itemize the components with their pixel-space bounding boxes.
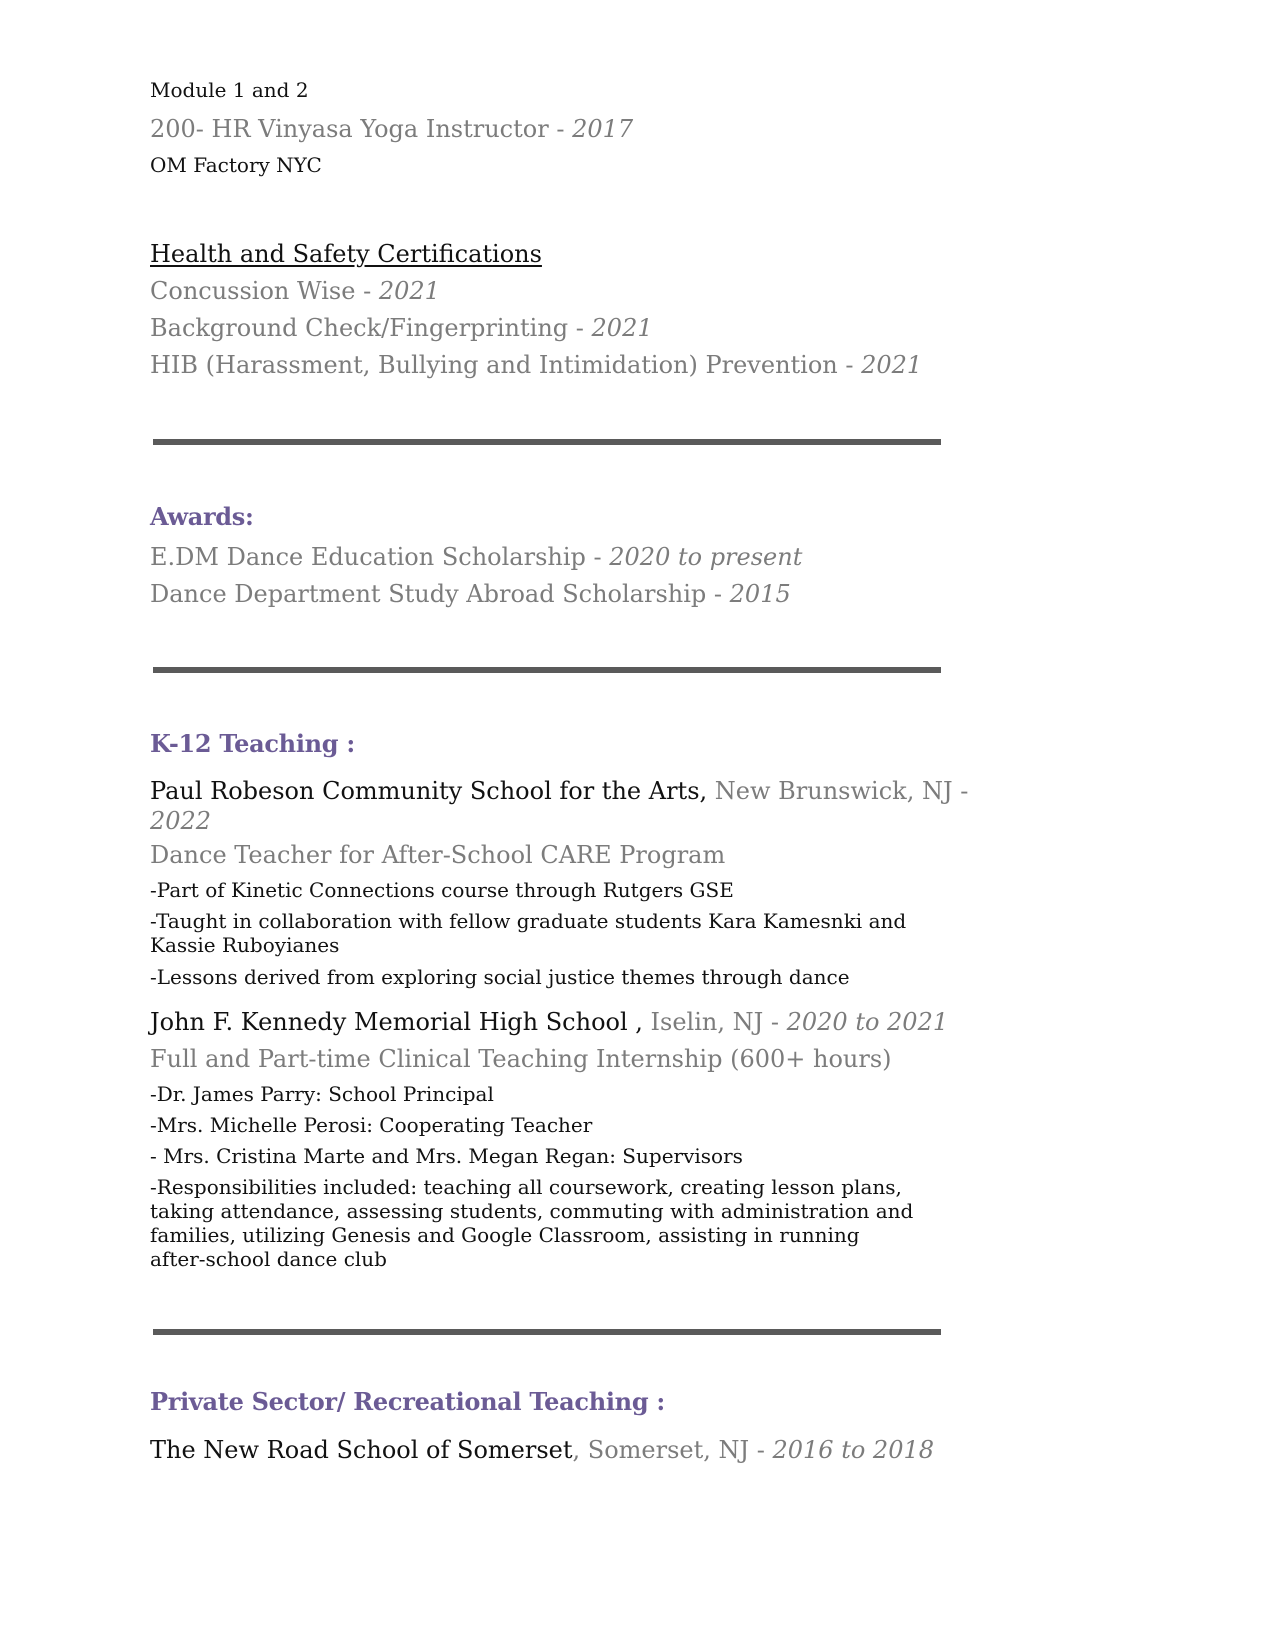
- cert-item: Background Check/Fingerprinting - 2021: [150, 314, 653, 342]
- job-bullet: -Part of Kinetic Connections course through Rutgers GSE: [150, 878, 734, 902]
- job-year: 2022: [150, 807, 212, 835]
- job-location: Iselin, NJ: [650, 1008, 764, 1036]
- private-sector-heading: Private Sector/ Recreational Teaching :: [150, 1387, 665, 1416]
- job-bullet: -Taught in collaboration with fellow graduate students Kara Kamesnki and Kassie Ruboyianes: [150, 909, 907, 957]
- job-role: Dance Teacher for After-School CARE Program: [150, 841, 726, 869]
- job-role: Full and Part-time Clinical Teaching Internship (600+ hours): [150, 1045, 892, 1073]
- section-divider: [153, 667, 941, 673]
- award-item: Dance Department Study Abroad Scholarship - 2015: [150, 580, 791, 608]
- school-name: Paul Robeson Community School for the Arts: [150, 777, 700, 805]
- job-title-line: The New Road School of Somerset, Somerset, NJ - 2016 to 2018: [150, 1436, 935, 1464]
- module-line: Module 1 and 2: [150, 78, 309, 102]
- yoga-sep: -: [548, 115, 573, 143]
- job-bullet: - Mrs. Cristina Marte and Mrs. Megan Regan: Supervisors: [150, 1144, 743, 1168]
- job-title-line: John F. Kennedy Memorial High School , Iselin, NJ - 2020 to 2021: [150, 1008, 949, 1036]
- cert-item: HIB (Harassment, Bullying and Intimidation) Prevention - 2021: [150, 351, 923, 379]
- job-location: Somerset, NJ: [587, 1436, 750, 1464]
- yoga-org: OM Factory NYC: [150, 153, 322, 177]
- k12-heading: K-12 Teaching :: [150, 729, 355, 758]
- job-year-line: [150, 807, 211, 835]
- job-bullet: -Mrs. Michelle Perosi: Cooperating Teacher: [150, 1113, 593, 1137]
- job-title-line: Paul Robeson Community School for the Arts, New Brunswick, NJ -: [150, 777, 969, 805]
- award-item: E.DM Dance Education Scholarship - 2020 to present: [150, 543, 803, 571]
- job-year: 2020 to 2021: [786, 1008, 949, 1036]
- yoga-certification: [150, 115, 633, 143]
- job-bullet: -Lessons derived from exploring social justice themes through dance: [150, 965, 850, 989]
- awards-heading: Awards:: [150, 502, 254, 531]
- cert-item: Concussion Wise - 2021: [150, 277, 440, 305]
- section-divider: [153, 1329, 941, 1335]
- school-name: The New Road School of Somerset: [150, 1436, 573, 1464]
- health-safety-heading: Health and Safety Certifications: [150, 240, 542, 268]
- job-year: 2016 to 2018: [772, 1436, 935, 1464]
- section-divider: [153, 439, 941, 445]
- yoga-title: 200- HR Vinyasa Yoga Instructor: [150, 115, 549, 143]
- yoga-year: 2017: [572, 115, 634, 143]
- job-bullet: -Responsibilities included: teaching all coursework, creating lesson plans, taking attendance, assessing students, commuting with administration and families, utilizing Genesis and Google Classroom, assisting in running after-school dance club: [150, 1175, 914, 1271]
- job-location: New Brunswick, NJ -: [714, 777, 969, 805]
- job-bullet: -Dr. James Parry: School Principal: [150, 1082, 494, 1106]
- school-name: John F. Kennedy Memorial High School: [150, 1008, 628, 1036]
